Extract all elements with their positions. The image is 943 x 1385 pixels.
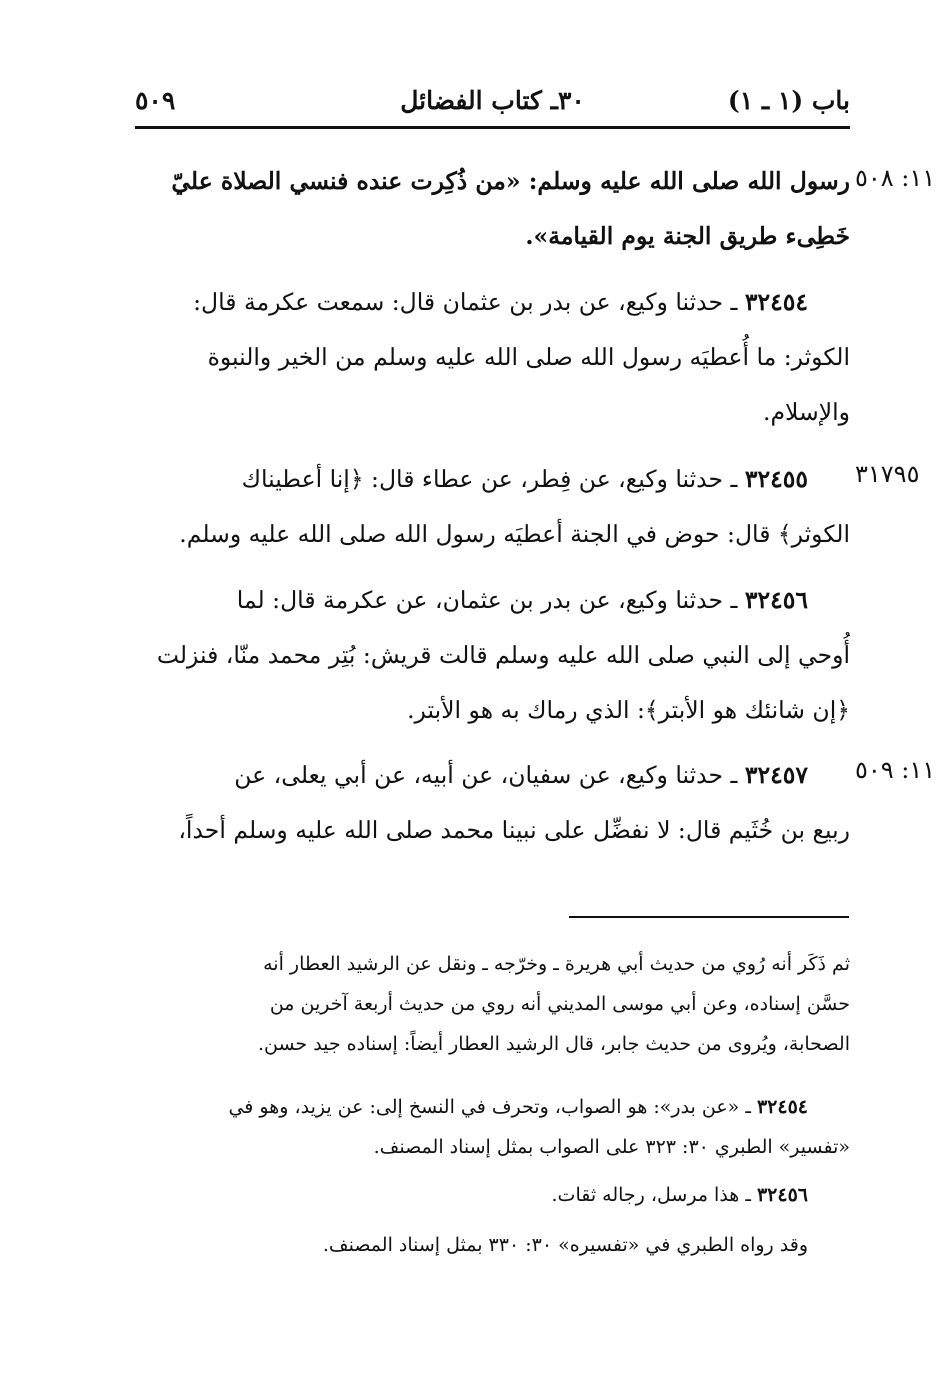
text-line: أُوحي إلى النبي صلى الله عليه وسلم قالت قريش: بُتِر محمد منّا، فنزلت [156,641,850,669]
footnote-divider [569,916,849,918]
margin-ref: ١١: ٥٠٨ [855,164,936,192]
footnote-line: وقد رواه الطبري في «تفسيره» ٣٠: ٣٣٠ بمثل إسناد المصنف. [322,1234,808,1256]
book-title: ٣٠ـ كتاب الفضائل [400,86,585,115]
text-line: والإسلام. [762,398,850,426]
footnote-line: الصحابة، ويُروى من حديث جابر، قال الرشيد العطار أيضاً: إسناده جيد حسن. [257,1033,850,1055]
text-line: ﴿إن شانئك هو الأبتر﴾: الذي رماك به هو الأبتر. [407,696,850,724]
footnote-32456 [135,1175,850,1215]
hadith-continuation [135,154,850,264]
footnote-line: ثم ذَكَر أنه رُوي من حديث أبي هريرة ـ وخرّجه ـ ونقل عن الرشيد العطار أنه [263,953,850,975]
text-line: ربيع بن خُثَيم قال: لا نفضِّل على نبينا محمد صلى الله عليه وسلم أحداً، [178,816,850,844]
page-header [135,76,850,129]
hadith-32456 [135,573,850,738]
margin-ref: ٣١٧٩٥ [855,460,920,488]
hadith-number: ٣٢٤٥٤ [744,288,808,316]
text-line: الكوثر: ما أُعطيَه رسول الله صلى الله عليه وسلم من الخير والنبوة [207,343,850,371]
footnote-number: ٣٢٤٥٤ [756,1096,808,1118]
footnote-line: ـ «عن بدر»: هو الصواب، وتحرف في النسخ إلى: عن يزيد، وهو في [228,1096,751,1118]
hadith-32455 [135,452,850,562]
text-line: رسول الله صلى الله عليه وسلم: «من ذُكِرت عنده فنسي الصلاة عليّ [171,167,850,195]
text-line: ـ حدثنا وكيع، عن بدر بن عثمان، عن عكرمة قال: لما [236,586,738,614]
footnote-line: «تفسير» الطبري ٣٠: ٣٢٣ على الصواب بمثل إسناد المصنف. [373,1136,850,1158]
chapter-label: باب (١ ـ ١) [727,86,850,115]
text-line: ـ حدثنا وكيع، عن بدر بن عثمان قال: سمعت عكرمة قال: [193,288,738,316]
page-number: ٥٠٩ [135,86,176,115]
text-line: ـ حدثنا وكيع، عن فِطر، عن عطاء قال: ﴿إنا أعطيناك [241,465,738,493]
footnote [135,944,850,1064]
hadith-32454 [135,275,850,440]
footnote-line: ـ هذا مرسل، رجاله ثقات. [551,1184,751,1206]
hadith-32457 [135,748,850,858]
hadith-number: ٣٢٤٥٧ [744,761,808,789]
footnote-32454 [135,1087,850,1167]
text-line: خَطِىء طريق الجنة يوم القيامة». [525,222,850,250]
footnote-line: حسَّن إسناده، وعن أبي موسى المديني أنه روي من حديث أربعة آخرين من [269,993,850,1015]
margin-ref: ١١: ٥٠٩ [855,756,936,784]
hadith-number: ٣٢٤٥٦ [744,586,808,614]
footnote-number: ٣٢٤٥٦ [756,1184,808,1206]
hadith-number: ٣٢٤٥٥ [744,465,808,493]
footnote [135,1225,850,1265]
text-line: ـ حدثنا وكيع، عن سفيان، عن أبيه، عن أبي يعلى، عن [234,761,738,789]
text-line: الكوثر﴾ قال: حوض في الجنة أعطيَه رسول الله صلى الله عليه وسلم. [179,520,850,548]
